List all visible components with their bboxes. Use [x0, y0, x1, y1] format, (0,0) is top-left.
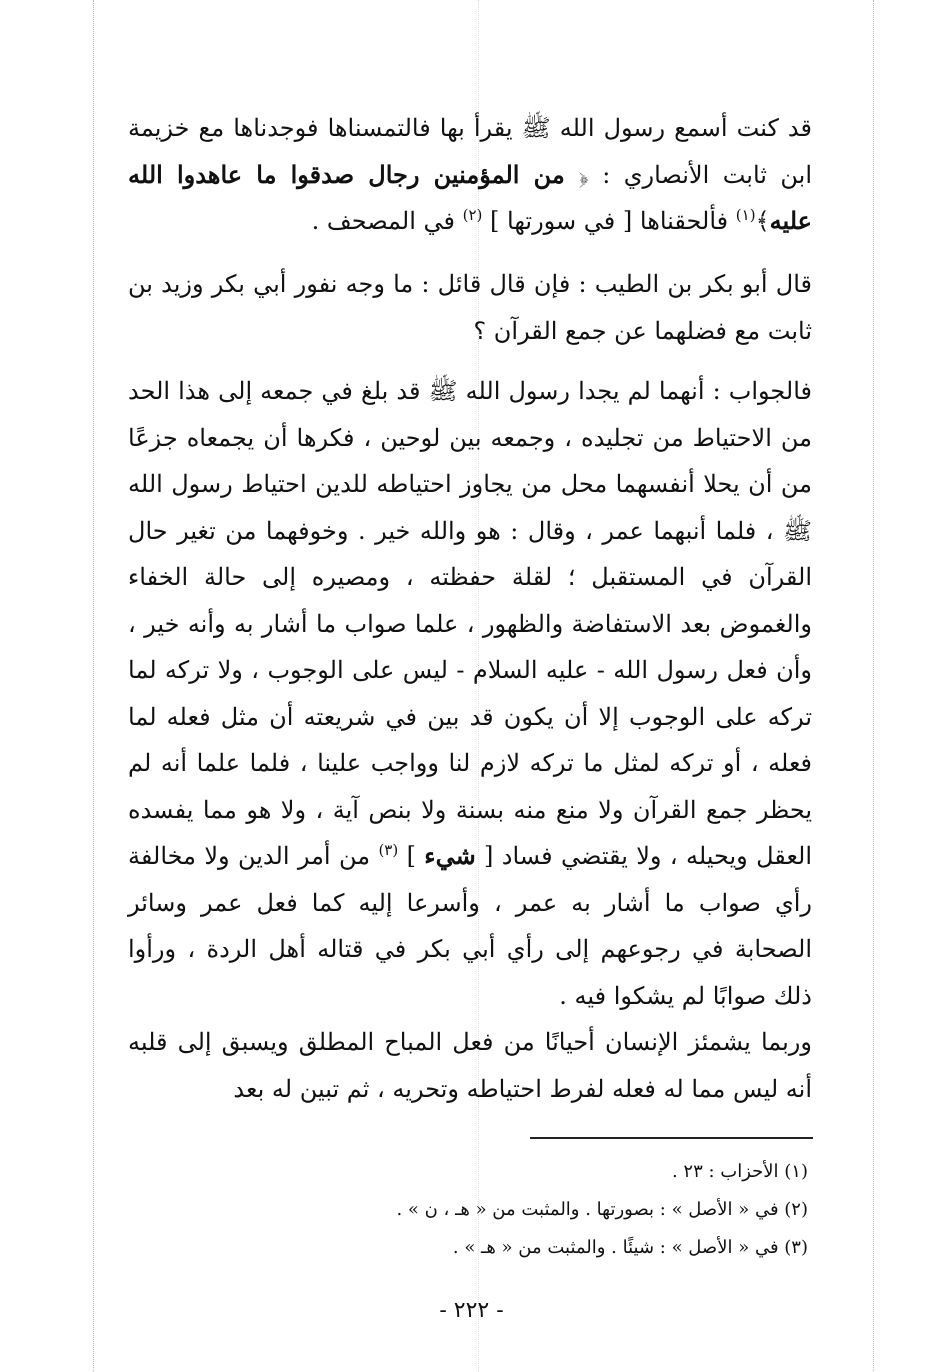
- margin-guide-left: [93, 0, 94, 1372]
- footnote-ref-2[interactable]: (٢): [462, 206, 483, 224]
- paragraph-3-text-b: ]: [398, 842, 425, 870]
- paragraph-2: [128, 261, 812, 354]
- footnote-separator: [530, 1137, 813, 1139]
- margin-guide-right: [873, 0, 874, 1372]
- verse-close-bracket: ﴾: [755, 207, 770, 235]
- footnote-1: (١) الأحزاب : ٢٣ .: [671, 1161, 808, 1182]
- footnotes: [300, 1153, 808, 1267]
- paragraph-1-line-3: فألحقناها [ في سورتها ]: [482, 207, 736, 235]
- paragraph-1-line-3-end: في المصحف .: [311, 207, 463, 235]
- paragraph-3: [128, 368, 812, 1019]
- page-number: - ٢٢٢ -: [439, 1298, 504, 1323]
- footnote-2: (٢) في « الأصل » : بصورتها . والمثبت من « هـ ، ن » .: [396, 1199, 808, 1220]
- bracketed-word: شيء: [424, 841, 476, 870]
- paragraph-1-line-2-intro: ابن ثابت الأنصاري : ﴿: [578, 160, 813, 189]
- paragraph-2-text: قال أبو بكر بن الطيب : فإن قال قائل : ما وجه نفور أبي بكر وزيد بن ثابت مع فضلهما عن جمع القرآن ؟: [128, 270, 812, 345]
- paragraph-1-line-1: قد كنت أسمع رسول الله ﷺ يقرأ بها فالتمسناها فوجدناها مع خزيمة: [128, 114, 812, 142]
- paragraph-3-text-c: من أمر الدين ولا مخالفة رأي صواب ما أشار به عمر ، وأسرعا إليه كما فعل عمر وسائر الصحابة في رجوعهم إلى رأي أبي بكر في قتاله أهل الردة ، ورأوا ذلك صوابًا لم يشكوا فيه .: [128, 842, 812, 1010]
- footnote-ref-1[interactable]: (١): [735, 206, 756, 224]
- paragraph-4-text: وربما يشمئز الإنسان أحيانًا من فعل المباح المطلق ويسبق إلى قلبه أنه ليس مما له فعله لفرط احتياطه وتحريه ، ثم تبين له بعد: [128, 1028, 812, 1103]
- paragraph-3-text-a: فالجواب : أنهما لم يجدا رسول الله ﷺ قد بلغ في جمعه إلى هذا الحد من الاحتياط من تجليده ، وجمعه بين لوحين ، فكرها أن يجمعاه جزعًا من أن يحلا أنفسهما محل من يجاوز احتياطه للدين احتياط رسول الله ﷺ ، فلما أنبهما عمر ، وقال : هو والله خير . وخوفهما من تغير حال القرآن في المستقبل ؛ لقلة حفظته ، ومصيره إلى حالة الخفاء والغموض بعد الاستفاضة والظهور ، علما صواب ما أشار به وأنه خير ، وأن فعل رسول الله - عليه السلام - ليس على الوجوب ، ولا تركه لما تركه على الوجوب إلا أن يكون قد بين في شريعته أن مثل فعله لما فعله ، أو تركه لمثل ما تركه لازم لنا وواجب علينا ، فلما علما أنه لم يحظر جمع القرآن ولا منع منه بسنة ولا بنص آية ، ولا هو مما يفسده العقل ويحيله ، ولا يقتضي فساد [: [128, 377, 813, 870]
- footnote-ref-3[interactable]: (٣): [378, 841, 399, 859]
- quran-verse: من المؤمنين رجال صدقوا ما عاهدوا الله عليه: [128, 159, 812, 235]
- paragraph-1: [128, 105, 812, 245]
- footnote-3: (٣) في « الأصل » : شيئًا . والمثبت من « هـ » .: [452, 1237, 808, 1258]
- paragraph-4: [128, 1019, 812, 1112]
